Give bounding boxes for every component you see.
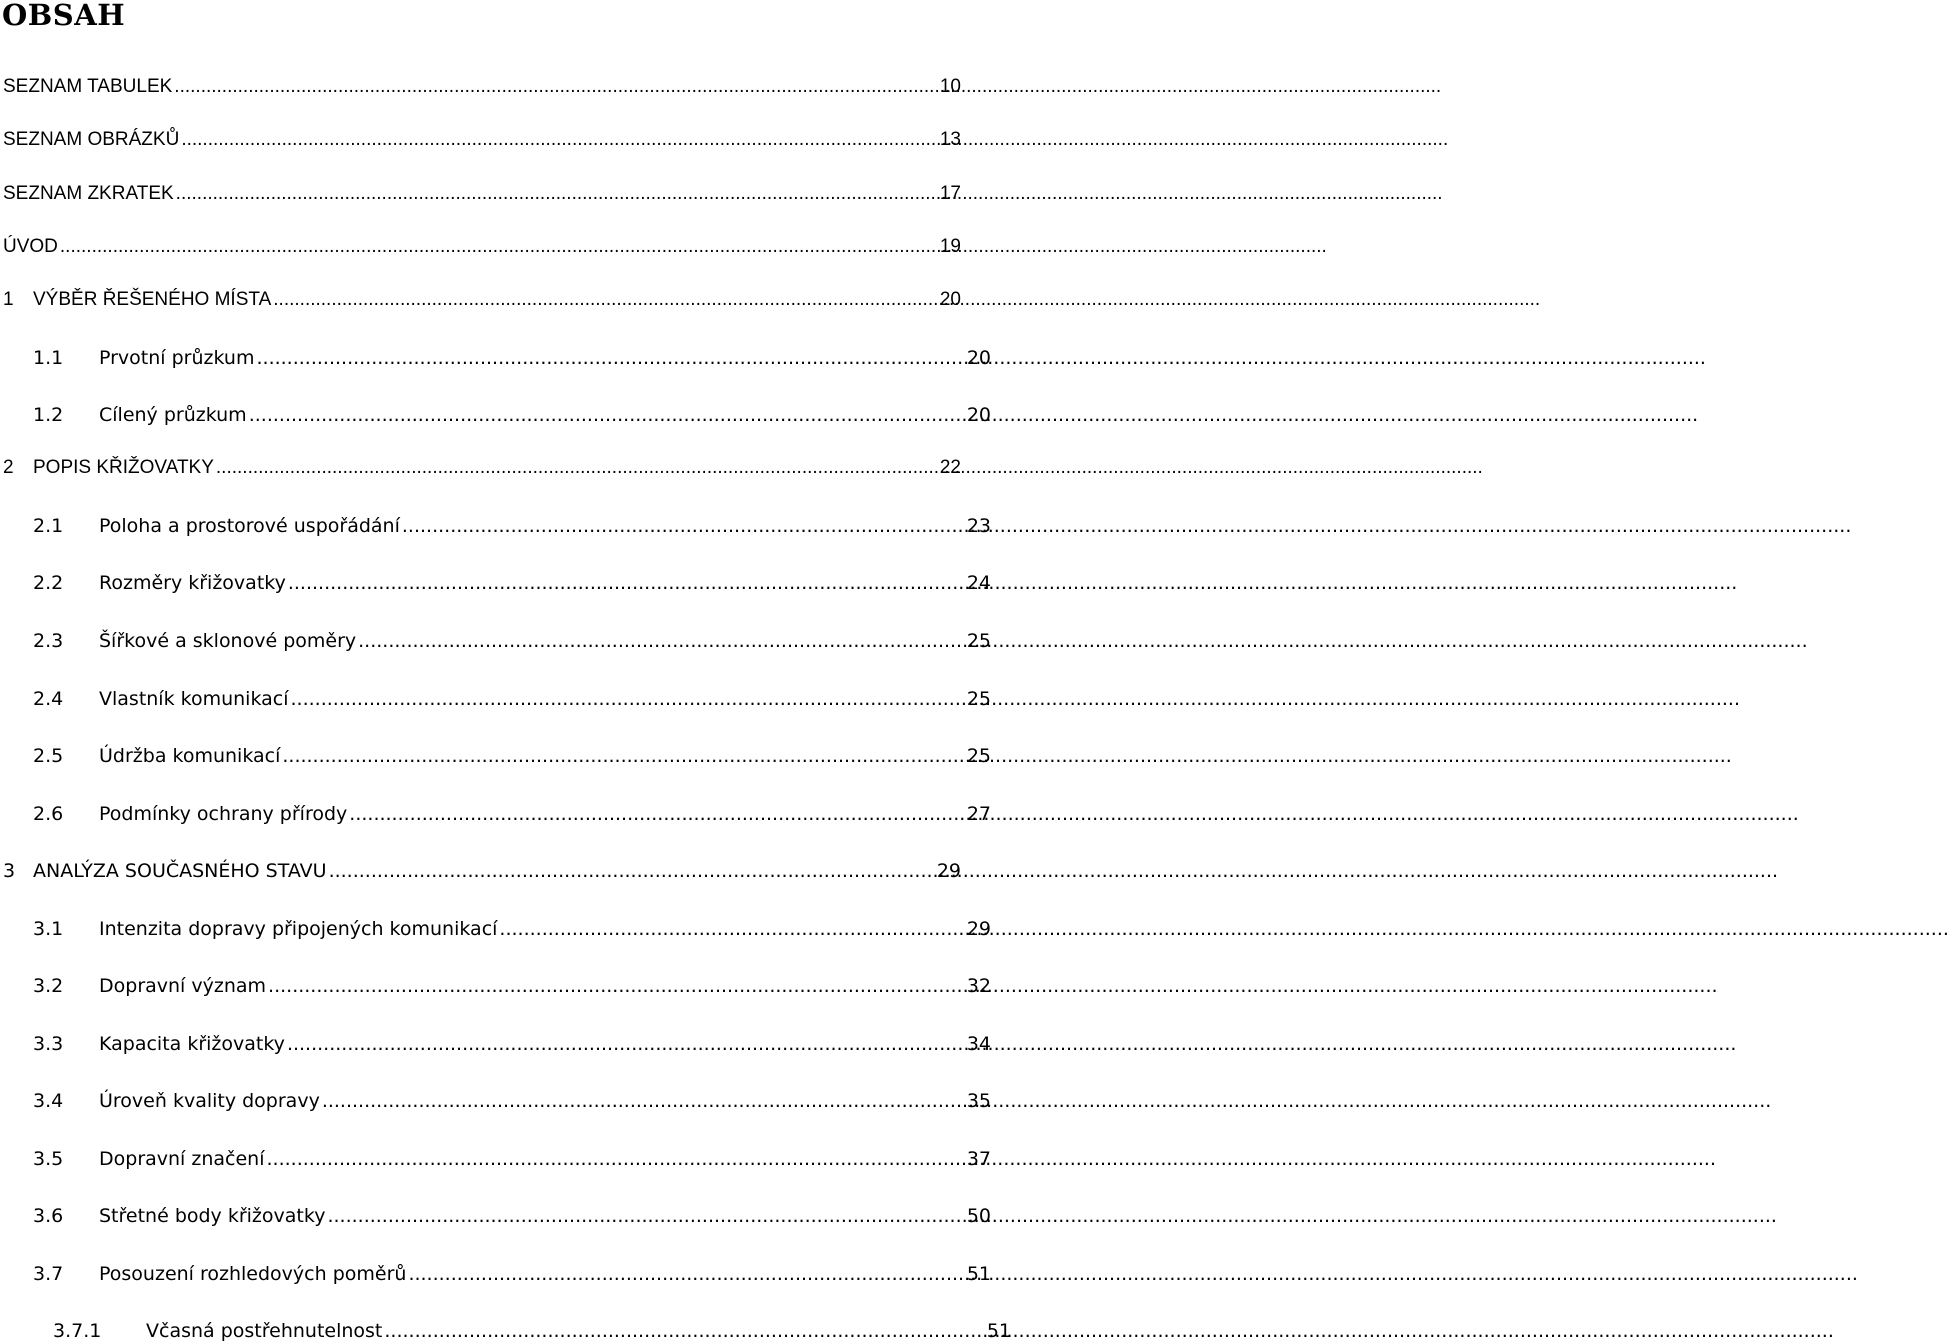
- toc-entry-number: 2: [3, 457, 14, 478]
- toc-dot-leader: [291, 687, 966, 711]
- toc-entry-title: Střetné body křižovatky: [99, 1205, 326, 1227]
- toc-entry-title: Cílený průzkum: [99, 404, 247, 426]
- toc-dot-leader: [322, 1089, 966, 1113]
- toc-entry-page: 37: [966, 1148, 991, 1170]
- toc-entry-title: Poloha a prostorové uspořádání: [99, 515, 400, 537]
- toc-entry-chapter-2[interactable]: [0, 452, 963, 480]
- toc-dot-leader: [181, 128, 939, 152]
- toc-entry-number: 1: [3, 289, 14, 310]
- toc-dot-leader: [60, 235, 939, 259]
- toc-entry-page: 20: [939, 289, 961, 310]
- toc-entry-number: 1.1: [33, 347, 64, 369]
- toc-entry-number: 3.7: [33, 1263, 64, 1285]
- toc-dot-leader: [384, 1319, 985, 1343]
- toc-entry-section-1-2[interactable]: [0, 399, 993, 427]
- toc-entry-number: 3: [3, 860, 16, 882]
- toc-entry-number: 3.3: [33, 1033, 64, 1055]
- toc-entry-page: 13: [939, 129, 961, 150]
- toc-dot-leader: [287, 1032, 966, 1056]
- toc-entry-page: 51: [966, 1263, 991, 1285]
- toc-entry-subsection-3-7-1[interactable]: [0, 1315, 1013, 1343]
- toc-entry-number: 2.3: [33, 630, 64, 652]
- toc-dot-leader: [499, 917, 965, 941]
- toc-dot-leader: [327, 1204, 965, 1228]
- toc-entry-section-2-2[interactable]: [0, 567, 993, 595]
- toc-entry-section-3-6[interactable]: [0, 1200, 993, 1228]
- toc-entry-section-2-1[interactable]: [0, 510, 993, 538]
- toc-entry-page: 10: [939, 76, 961, 97]
- toc-entry-title: Dopravní značení: [99, 1148, 265, 1170]
- toc-entry-title: POPIS KŘIŽOVATKY: [33, 457, 214, 478]
- toc-entry-number: 2.4: [33, 688, 64, 710]
- toc-entry-page: 24: [966, 572, 991, 594]
- toc-dot-leader: [174, 75, 939, 99]
- toc-entry-number: 3.4: [33, 1090, 64, 1112]
- toc-entry-number: 3.7.1: [53, 1320, 102, 1342]
- toc-entry-title: Podmínky ochrany přírody: [99, 803, 348, 825]
- toc-entry-title: SEZNAM OBRÁZKŮ: [3, 129, 180, 150]
- toc-entry-page: 17: [939, 183, 961, 204]
- toc-entry-section-3-4[interactable]: [0, 1085, 993, 1113]
- toc-heading: OBSAH: [2, 0, 126, 32]
- toc-entry-title: Dopravní význam: [99, 975, 267, 997]
- toc-entry-title: Posouzení rozhledových poměrů: [99, 1263, 407, 1285]
- toc-entry-section-2-6[interactable]: [0, 798, 993, 826]
- toc-entry-page: 25: [966, 630, 991, 652]
- toc-entry-title: SEZNAM ZKRATEK: [3, 183, 174, 204]
- toc-entry-page: 27: [966, 803, 991, 825]
- toc-entry-page: 25: [966, 745, 991, 767]
- toc-dot-leader: [402, 514, 966, 538]
- toc-entry-number: 3.2: [33, 975, 64, 997]
- toc-entry-section-2-3[interactable]: [0, 625, 993, 653]
- toc-entry-page: 19: [939, 236, 961, 257]
- toc-entry-title: Vlastník komunikací: [99, 688, 289, 710]
- toc-entry-title: Úroveň kvality dopravy: [99, 1090, 320, 1112]
- toc-entry-section-2-4[interactable]: [0, 683, 993, 711]
- toc-entry-page: 29: [936, 860, 961, 882]
- toc-entry-number: 3.1: [33, 918, 64, 940]
- toc-entry-title: Kapacita křižovatky: [99, 1033, 285, 1055]
- toc-entry-title: VÝBĚR ŘEŠENÉHO MÍSTA: [33, 289, 272, 310]
- toc-entry-section-3-1[interactable]: [0, 913, 993, 941]
- toc-entry-title: Intenzita dopravy připojených komunikací: [99, 918, 498, 940]
- toc-entry-page: 29: [966, 918, 991, 940]
- toc-dot-leader: [256, 346, 965, 370]
- toc-dot-leader: [249, 403, 966, 427]
- toc-entry-seznam-tabulek[interactable]: [0, 71, 963, 99]
- toc-entry-number: 2.2: [33, 572, 64, 594]
- toc-entry-title: ÚVOD: [3, 236, 58, 257]
- toc-dot-leader: [282, 744, 965, 768]
- toc-dot-leader: [273, 288, 939, 312]
- toc-entry-page: 50: [966, 1205, 991, 1227]
- toc-entry-section-3-5[interactable]: [0, 1143, 993, 1171]
- toc-entry-chapter-1[interactable]: [0, 284, 963, 312]
- toc-entry-title: Rozměry křižovatky: [99, 572, 286, 594]
- toc-entry-seznam-zkratek[interactable]: [0, 178, 963, 206]
- toc-entry-page: 22: [939, 457, 961, 478]
- toc-entry-title: Prvotní průzkum: [99, 347, 255, 369]
- toc-entry-number: 3.5: [33, 1148, 64, 1170]
- toc-entry-page: 23: [966, 515, 991, 537]
- toc-dot-leader: [408, 1262, 965, 1286]
- toc-entry-title: SEZNAM TABULEK: [3, 76, 173, 97]
- toc-dot-leader: [176, 182, 939, 206]
- toc-entry-number: 2.1: [33, 515, 64, 537]
- toc-entry-title: Včasná postřehnutelnost: [146, 1320, 383, 1342]
- toc-entry-page: 20: [966, 404, 991, 426]
- toc-dot-leader: [358, 629, 966, 653]
- toc-entry-section-3-7[interactable]: [0, 1258, 993, 1286]
- toc-entry-section-1-1[interactable]: [0, 342, 993, 370]
- toc-entry-page: 32: [966, 975, 991, 997]
- toc-entry-section-2-5[interactable]: [0, 740, 993, 768]
- toc-entry-section-3-2[interactable]: [0, 970, 993, 998]
- toc-entry-uvod[interactable]: [0, 231, 963, 259]
- toc-entry-title: Šířkové a sklonové poměry: [99, 630, 357, 652]
- toc-dot-leader: [268, 974, 966, 998]
- toc-entry-page: 20: [966, 347, 991, 369]
- toc-dot-leader: [329, 859, 936, 883]
- toc-entry-page: 25: [966, 688, 991, 710]
- toc-entry-page: 51: [986, 1320, 1011, 1342]
- toc-dot-leader: [267, 1147, 966, 1171]
- toc-entry-number: 1.2: [33, 404, 64, 426]
- toc-dot-leader: [216, 456, 939, 480]
- toc-entry-title: ANALÝZA SOUČASNÉHO STAVU: [33, 860, 327, 882]
- toc-dot-leader: [288, 571, 966, 595]
- toc-entry-chapter-3[interactable]: [0, 855, 963, 883]
- toc-entry-title: Údržba komunikací: [99, 745, 281, 767]
- toc-entry-section-3-3[interactable]: [0, 1028, 993, 1056]
- toc-entry-number: 2.6: [33, 803, 64, 825]
- toc-entry-number: 3.6: [33, 1205, 64, 1227]
- toc-entry-page: 34: [966, 1033, 991, 1055]
- toc-entry-page: 35: [966, 1090, 991, 1112]
- toc-entry-number: 2.5: [33, 745, 64, 767]
- toc-dot-leader: [349, 802, 966, 826]
- toc-entry-seznam-obrazku[interactable]: [0, 124, 963, 152]
